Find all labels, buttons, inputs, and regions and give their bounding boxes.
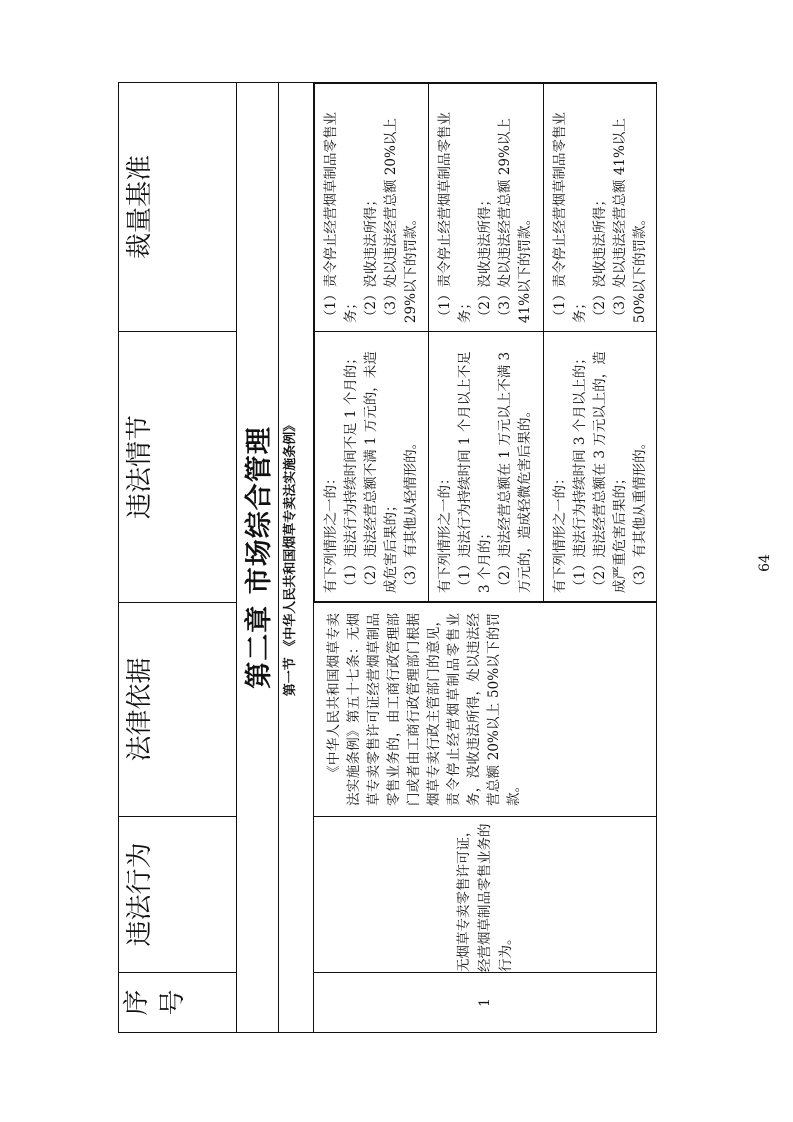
case-row-light — [315, 84, 429, 602]
case-circumstance: 有下列情形之一的： （1）违法行为持续时间 3 个月以上的； （2）违法经营总额在 3 万元以上的，造成严重危害后果的； （3）有其他从重情形的。 — [544, 332, 657, 602]
case-standard: （1）责令停止经营烟草制品零售业务； （2）没收违法所得； （3）处以违法经营总额 41%以上 50%以下的罚款。 — [544, 84, 657, 332]
cases-cell — [314, 83, 657, 603]
chapter-row — [237, 83, 279, 1033]
rotated-table-container — [118, 83, 654, 1033]
page-number: 64 — [756, 554, 773, 572]
case-standard: （1）责令停止经营烟草制品零售业务； （2）没收违法所得； （3）处以违法经营总额 29%以上 41%以下的罚款。 — [429, 84, 544, 332]
header-circumstance: 违法情节 — [119, 332, 237, 603]
header-basis: 法律依据 — [119, 603, 237, 817]
header-act: 违法行为 — [119, 817, 237, 973]
header-standard: 裁量基准 — [119, 83, 237, 332]
header-row — [119, 83, 237, 1033]
legal-basis-cell — [314, 603, 657, 817]
penalty-standard-table — [118, 82, 657, 1033]
case-circumstance: 有下列情形之一的： （1）违法行为持续时间 1 个月以上不足 3 个月的； （2）违法经营总额在 1 万元以上不满 3 万元的，造成轻微危害后果的。 — [429, 332, 544, 602]
table-row — [314, 83, 657, 1033]
chapter-title-text: 第二章 市场综合管理 — [244, 426, 275, 689]
section-title — [279, 83, 314, 1033]
legal-basis: 《中华人民共和国烟草专卖法实施条例》第五十七条：无烟草专卖零售许可证经营烟草制品零售业务的，由工商行政管理部门或者由工商行政管理部门根据烟草专卖行政主管部门的意见，责令停止经营烟草制品零售业务，没收违法所得，处以违法经营总额 20%以上 50%以下的罚款。 — [326, 613, 522, 806]
case-row-severe — [544, 84, 657, 602]
header-seq: 序号 — [119, 973, 237, 1033]
section-row — [279, 83, 314, 1033]
chapter-title — [237, 83, 279, 1033]
case-standard: （1）责令停止经营烟草制品零售业务； （2）没收违法所得； （3）处以违法经营总额 20%以上 29%以下的罚款。 — [315, 84, 429, 332]
violation-act: 无烟草专卖零售许可证，经营烟草制品零售业务的行为。 — [314, 817, 657, 973]
section-title-text: 第一节 《中华人民共和国烟草专卖法实施条例》 — [283, 418, 298, 697]
case-row-moderate — [429, 84, 544, 602]
case-circumstance: 有下列情形之一的： （1）违法行为持续时间不足 1 个月的； （2）违法经营总额不满 1 万元的，未造成危害后果的； （3）有其他从轻情形的。 — [315, 332, 429, 602]
row-number: 1 — [314, 973, 657, 1033]
cases-table — [314, 83, 656, 602]
